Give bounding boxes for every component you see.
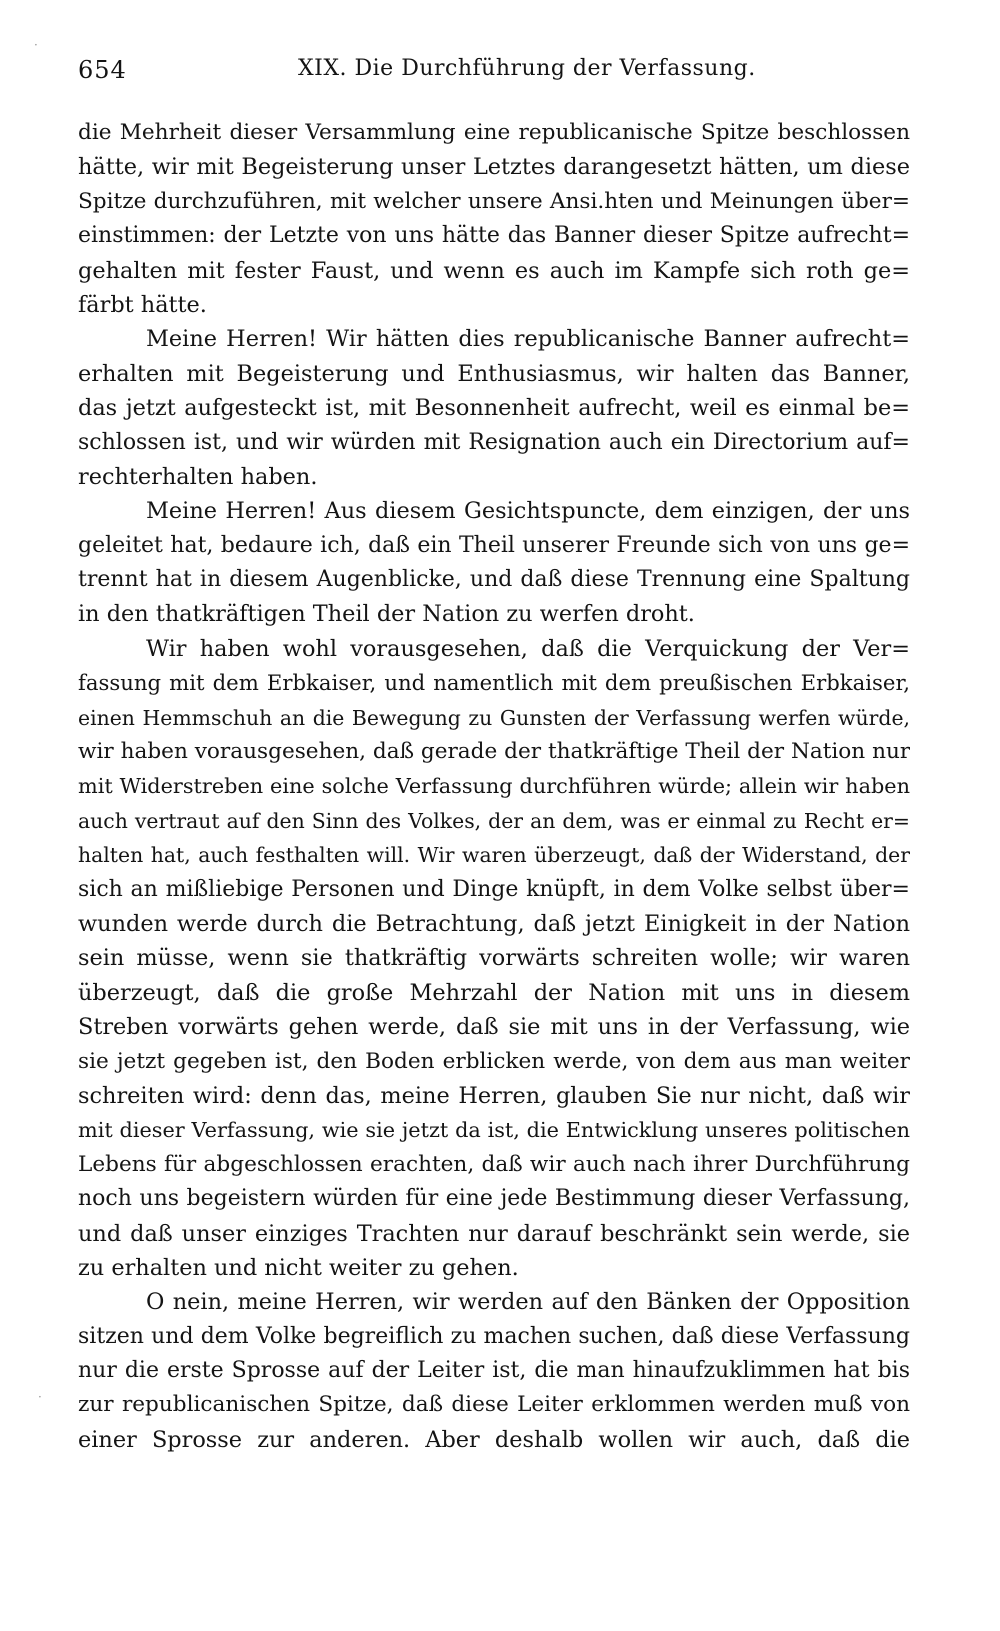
body-text [78,116,910,1457]
text-line: zu erhalten und nicht weiter zu gehen. [78,1254,519,1281]
text-line: Wir haben wohl vorausgesehen, daß die Verquickung der Ver= [146,635,910,662]
text-line: gehalten mit fester Faust, und wenn es auch im Kampfe sich roth ge= [78,257,910,284]
text-line: mit Widerstreben eine solche Verfassung durchführen würde; allein wir haben [78,774,910,799]
text-line: sie jetzt gegeben ist, den Boden erblicken werde, von dem aus man weiter [78,1048,910,1074]
page-header [78,56,910,96]
text-line: Spitze durchzuführen, mit welcher unsere Ansi.hten und Meinungen über= [78,188,910,214]
text-line: mit dieser Verfassung, wie sie jetzt da ist, die Entwicklung unseres politischen [78,1118,910,1143]
text-line: sich an mißliebige Personen und Dinge knüpft, in dem Volke selbst über= [78,876,910,902]
text-line: einstimmen: der Letzte von uns hätte das Banner dieser Spitze aufrecht= [78,223,910,249]
text-line: die Mehrheit dieser Versammlung eine republicanische Spitze beschlossen [78,120,910,145]
text-line: rechterhalten haben. [78,463,318,490]
text-line: wunden werde durch die Betrachtung, daß jetzt Einigkeit in der Nation [78,910,910,937]
text-line: schreiten wird: denn das, meine Herren, glauben Sie nur nicht, daß wir [78,1082,910,1109]
text-line: färbt hätte. [78,291,207,318]
running-title: XIX. Die Durchführung der Verfassung. [298,56,756,81]
text-line: O nein, meine Herren, wir werden auf den Bänken der Opposition [146,1289,910,1316]
text-line: Meine Herren! Wir hätten dies republicanische Banner aufrecht= [146,326,910,353]
text-line: halten hat, auch festhalten will. Wir waren überzeugt, daß der Widerstand, der [78,843,910,868]
page-number: 654 [78,56,127,84]
text-line: nur die erste Sprosse auf der Leiter ist, die man hinaufzuklimmen hat bis [78,1358,910,1384]
text-line: auch vertraut auf den Sinn des Volkes, der an dem, was er einmal zu Recht er= [78,808,910,833]
text-line: noch uns begeistern würden für eine jede Bestimmung dieser Verfassung, [78,1186,910,1212]
text-line: erhalten mit Begeisterung und Enthusiasmus, wir halten das Banner, [78,360,910,387]
text-line: hätte, wir mit Begeisterung unser Letztes darangesetzt hätten, um diese [78,154,910,181]
text-line: trennt hat in diesem Augenblicke, und daß diese Trennung eine Spaltung [78,567,910,593]
text-line: sein müsse, wenn sie thatkräftig vorwärts schreiten wolle; wir waren [78,945,910,972]
text-line: schlossen ist, und wir würden mit Resignation auch ein Directorium auf= [78,429,910,455]
text-line: einer Sprosse zur anderen. Aber deshalb wollen wir auch, daß die [78,1426,910,1453]
text-line: Streben vorwärts gehen werde, daß sie mit uns in der Verfassung, wie [78,1014,910,1041]
text-line: zur republicanischen Spitze, daß diese Leiter erklommen werden muß von [78,1392,910,1418]
text-line: und daß unser einziges Trachten nur darauf beschränkt sein werde, sie [78,1220,910,1247]
text-line: in den thatkräftigen Theil der Nation zu werfen droht. [78,601,695,628]
text-line: einen Hemmschuh an die Bewegung zu Gunsten der Verfassung werfen würde, [78,705,910,730]
text-line: überzeugt, daß die große Mehrzahl der Nation mit uns in diesem [78,979,910,1006]
margin-mark: · [38,1390,42,1404]
margin-mark: · [34,38,38,52]
text-line: wir haben vorausgesehen, daß gerade der thatkräftige Theil der Nation nur [78,739,910,765]
text-line: Lebens für abgeschlossen erachten, daß wir auch nach ihrer Durchführung [78,1151,910,1177]
text-line: geleitet hat, bedaure ich, daß ein Theil unserer Freunde sich von uns ge= [78,532,910,558]
text-line: fassung mit dem Erbkaiser, und namentlich mit dem preußischen Erbkaiser, [78,670,910,696]
text-line: sitzen und dem Volke begreiflich zu machen suchen, daß diese Verfassung [78,1323,910,1349]
text-line: Meine Herren! Aus diesem Gesichtspuncte, dem einzigen, der uns [146,498,910,525]
text-line: das jetzt aufgesteckt ist, mit Besonnenheit aufrecht, weil es einmal be= [78,395,910,422]
